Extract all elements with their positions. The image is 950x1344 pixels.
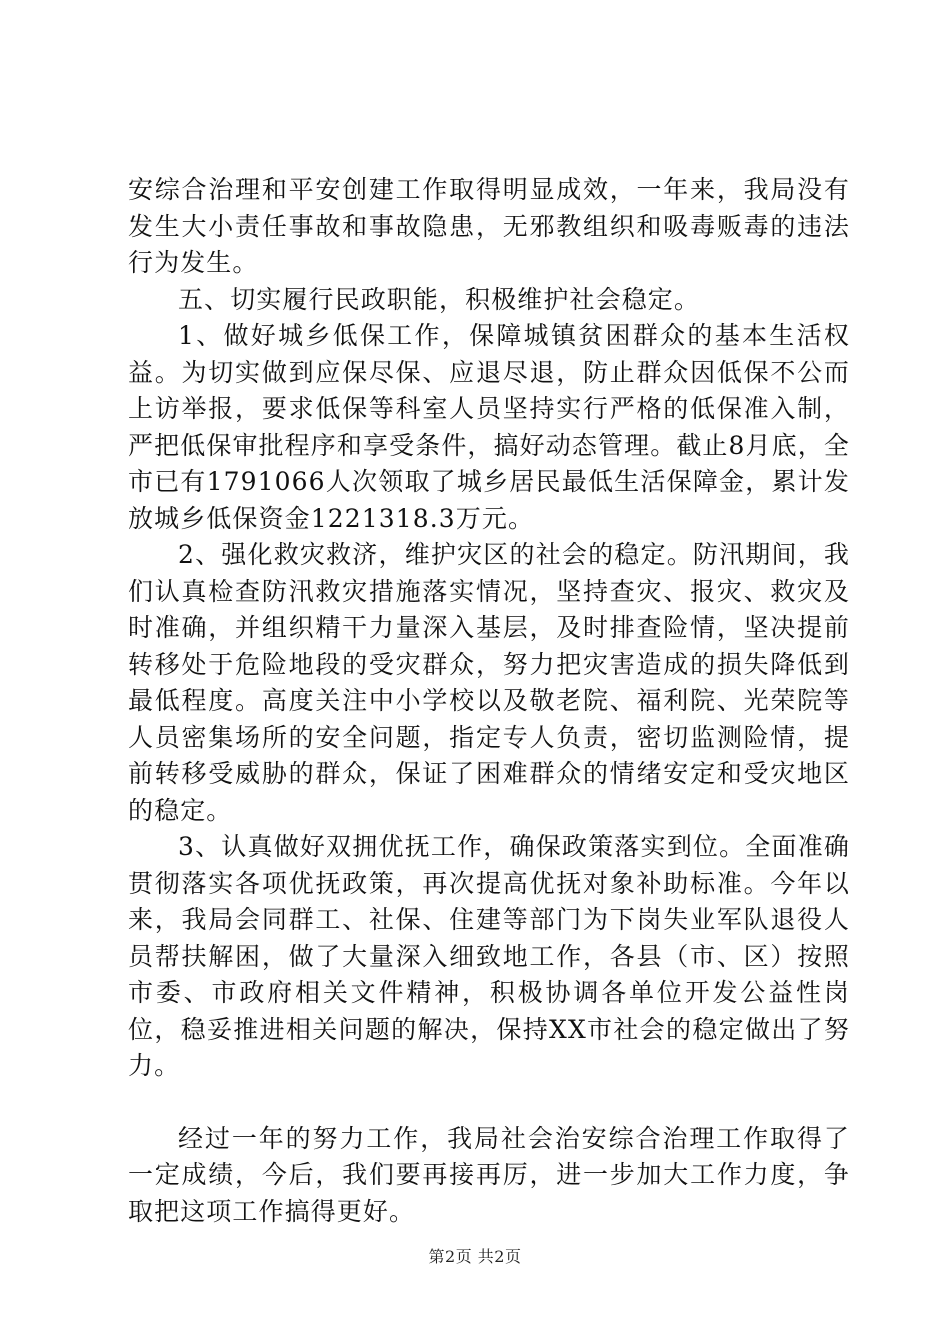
page-footer: 第2页 共2页	[428, 1247, 522, 1266]
document-body	[128, 172, 850, 1230]
paragraph-spacer	[128, 1085, 850, 1121]
section-heading-five: 五、切实履行民政职能，积极维护社会稳定。	[178, 284, 701, 314]
paragraph-conclusion: 经过一年的努力工作，我局社会治安综合治理工作取得了一定成绩，今后，我们要再接再厉，进一步加大工作力度，争取把这项工作搞得更好。	[128, 1123, 850, 1226]
paragraph-item-2: 2、强化救灾救济，维护灾区的社会的稳定。防汛期间，我们认真检查防汛救灾措施落实情况，坚持查灾、报灾、救灾及时准确，并组织精干力量深入基层，及时排查险情，坚决提前转移处于危险地段的受灾群众，努力把灾害造成的损失降低到最低程度。高度关注中小学校以及敬老院、福利院、光荣院等人员密集场所的安全问题，指定专人负责，密切监测险情，提前转移受威胁的群众，保证了困难群众的情绪安定和受灾地区的稳定。	[128, 540, 850, 825]
paragraph-item-1: 1、做好城乡低保工作，保障城镇贫困群众的基本生活权益。为切实做到应保尽保、应退尽退，防止群众因低保不公而上访举报，要求低保等科室人员坚持实行严格的低保准入制，严把低保审批程序和享受条件，搞好动态管理。截止8月底，全市已有1791066人次领取了城乡居民最低生活保障金，累计发放城乡低保资金1221318.3万元。	[128, 321, 850, 533]
paragraph-continuation: 安综合治理和平安创建工作取得明显成效，一年来，我局没有发生大小责任事故和事故隐患，无邪教组织和吸毒贩毒的违法行为发生。	[128, 175, 850, 277]
paragraph-item-3: 3、认真做好双拥优抚工作，确保政策落实到位。全面准确贯彻落实各项优抚政策，再次提高优抚对象补助标准。今年以来，我局会同群工、社保、住建等部门为下岗失业军队退役人员帮扶解困，做了大量深入细致地工作，各县（市、区）按照市委、市政府相关文件精神，积极协调各单位开发公益性岗位，稳妥推进相关问题的解决，保持XX市社会的稳定做出了努力。	[128, 832, 850, 1080]
